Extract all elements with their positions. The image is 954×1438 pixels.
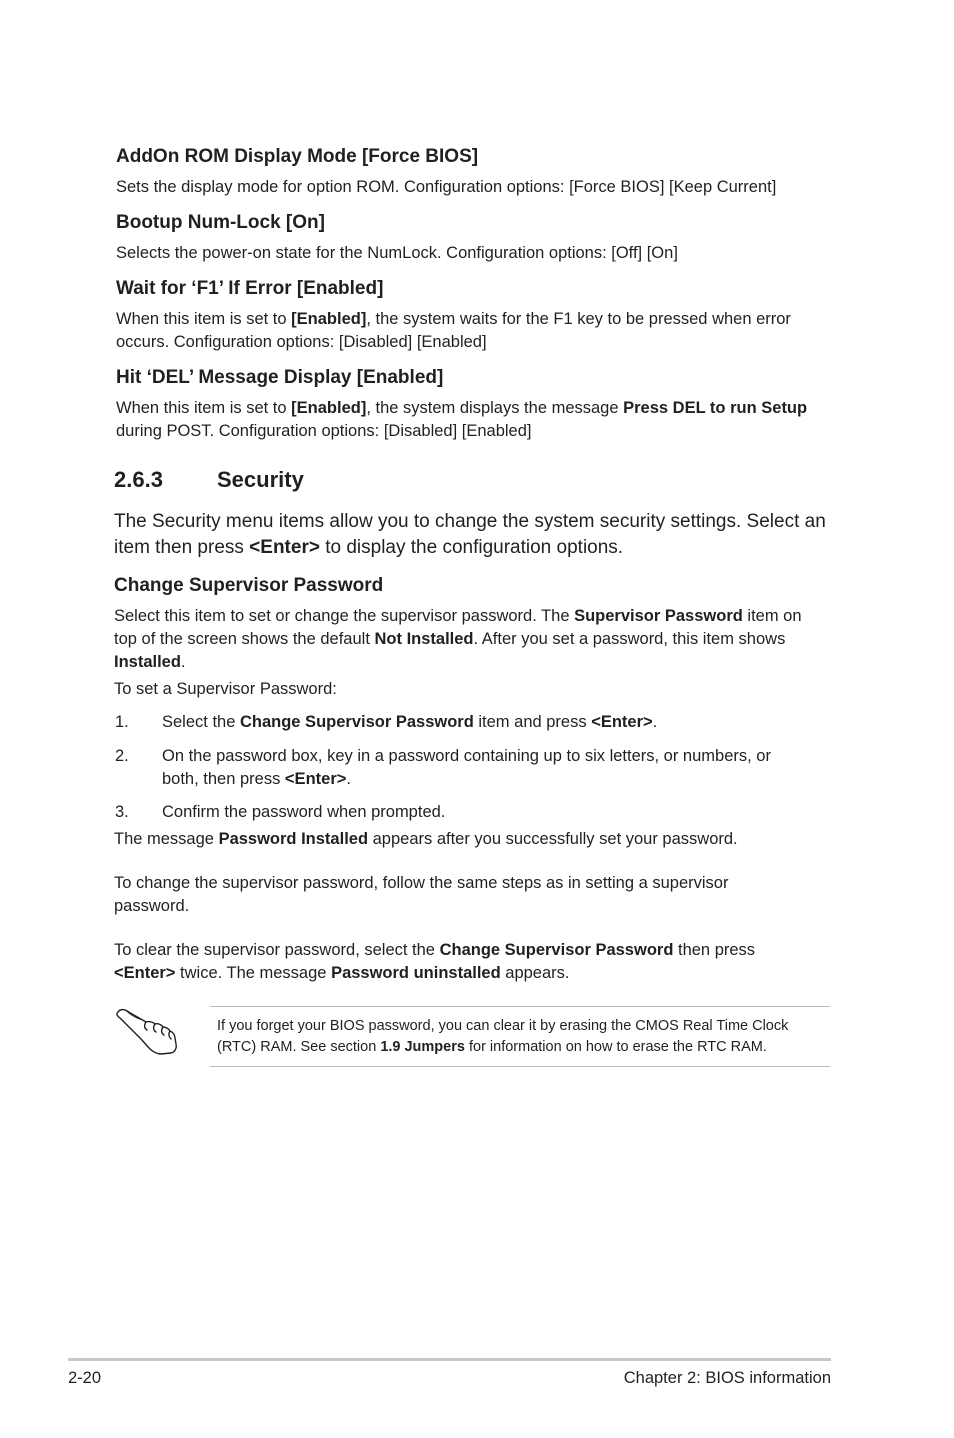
note-bottom-rule [210, 1066, 830, 1067]
chapter-title: Chapter 2: BIOS information [623, 1369, 831, 1387]
note-text: If you forget your BIOS password, you can clear it by erasing the CMOS Real Time Clock (RTC) RAM. See section 1.9 Jumpers for information on how to erase the RTC RAM. [217, 1018, 789, 1055]
supervisor-installed-message: The message Password Installed appears after you successfully set your password. [114, 830, 738, 848]
supervisor-set-intro: To set a Supervisor Password: [114, 680, 337, 698]
item-body-wait-f1: When this item is set to [Enabled], the system waits for the F1 key to be pressed when error occurs. Configuration options: [Disabled] [Enabled] [116, 310, 791, 351]
supervisor-heading: Change Supervisor Password [114, 575, 384, 596]
step-text: Select the Change Supervisor Password item and press <Enter>. [162, 713, 658, 731]
step-number: 3. [115, 803, 129, 821]
supervisor-clear-info: To clear the supervisor password, select the Change Supervisor Password then press <Enter> twice. The message Password uninstalled appears. [114, 941, 756, 982]
footer-rule [68, 1358, 831, 1361]
page-number: 2-20 [68, 1369, 102, 1387]
step-text: On the password box, key in a password containing up to six letters, or numbers, or both, then press <Enter>. [162, 747, 771, 788]
item-heading-hit-del: Hit ‘DEL’ Message Display [Enabled] [116, 367, 444, 388]
section-number: 2.6.3 [114, 467, 163, 492]
section-lead: The Security menu items allow you to change the system security settings. Select an item then press <Enter> to display the configuration options. [114, 511, 826, 558]
supervisor-description: Select this item to set or change the supervisor password. The Supervisor Password item on top of the screen shows the default Not Installed. After you set a password, this item shows Installed. [114, 607, 802, 671]
item-heading-numlock: Bootup Num-Lock [On] [116, 212, 325, 233]
pointing-hand-icon [114, 1004, 180, 1056]
step-number: 1. [115, 713, 129, 731]
item-body-addon-rom: Sets the display mode for option ROM. Configuration options: [Force BIOS] [Keep Current] [116, 178, 777, 196]
section-title: Security [217, 467, 304, 492]
note-top-rule [210, 1006, 830, 1007]
item-body-hit-del: When this item is set to [Enabled], the system displays the message Press DEL to run Setup during POST. Configuration options: [Disabled] [Enabled] [116, 399, 808, 440]
step-number: 2. [115, 747, 129, 765]
step-text: Confirm the password when prompted. [162, 803, 446, 821]
item-heading-addon-rom: AddOn ROM Display Mode [Force BIOS] [116, 146, 479, 167]
item-body-numlock: Selects the power-on state for the NumLock. Configuration options: [Off] [On] [116, 244, 678, 262]
supervisor-change-info: To change the supervisor password, follow the same steps as in setting a supervisor password. [114, 874, 729, 915]
item-heading-wait-f1: Wait for ‘F1’ If Error [Enabled] [116, 278, 384, 299]
